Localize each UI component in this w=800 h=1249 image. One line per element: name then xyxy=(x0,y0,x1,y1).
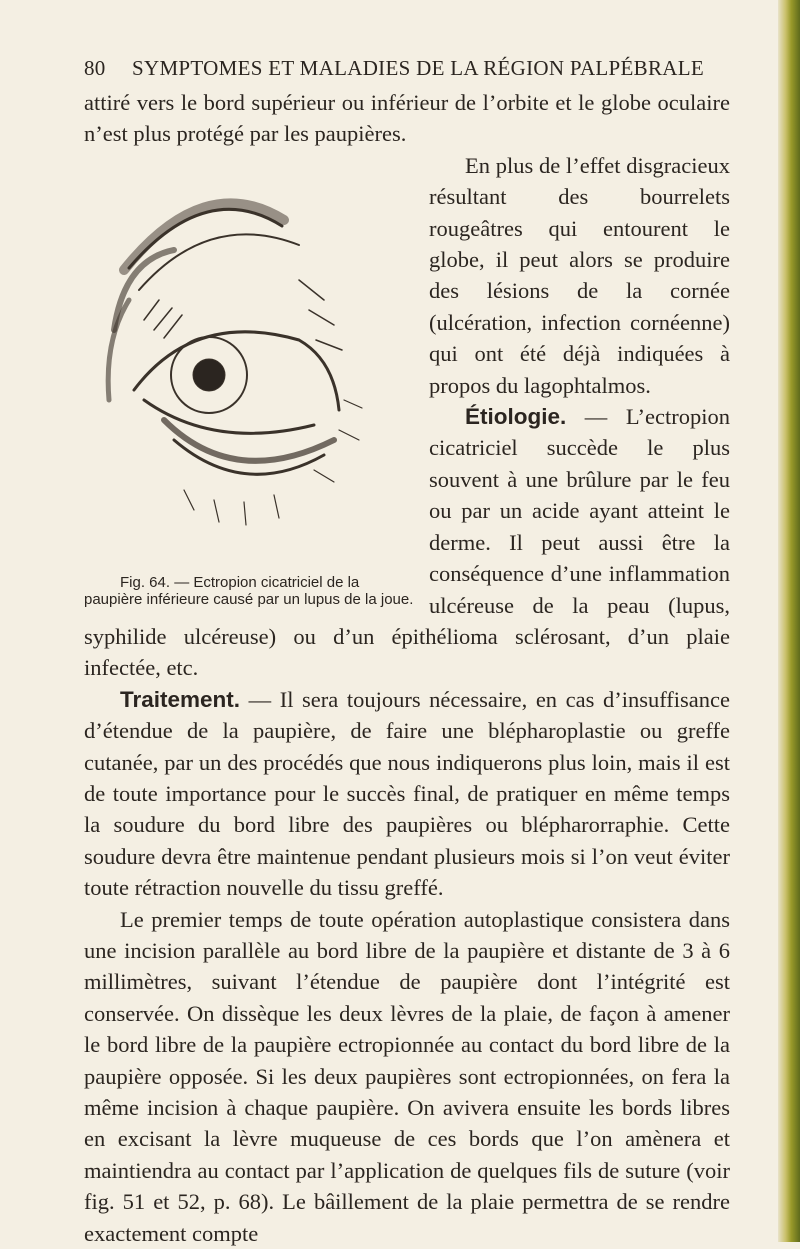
paragraph-2-text: En plus de l’effet disgracieux résultant des bourrelets rougeâtres qui entourent le globe, il peut alors se produire des lésions de la cornée (ulcération, infection cornéenne) qui ont été déjà indiquées à propos du lagophtalmos. xyxy=(429,152,730,398)
figure-caption: Fig. 64. — Ectropion cicatriciel de la paupière inférieure causé par un lupus de la joue. xyxy=(84,573,414,608)
text-block-top xyxy=(84,87,730,1249)
etiologie-heading: Étiologie. xyxy=(465,404,567,430)
figure-64 xyxy=(84,150,419,607)
paragraph-1: attiré vers le bord supérieur ou inférieur de l’orbite et le globe oculaire n’est plus protégé par les paupières. xyxy=(84,90,730,147)
running-title: SYMPTOMES ET MALADIES DE LA RÉGION PALPÉBRALE xyxy=(132,56,704,80)
running-header xyxy=(84,56,724,81)
page-edge-decoration xyxy=(778,0,800,1242)
eye-engraving-icon xyxy=(84,150,419,550)
paragraph-4 xyxy=(84,684,730,904)
paragraph-4-text: — Il sera toujours nécessaire, en cas d’insuffisance d’étendue de la paupière, de faire une blépharoplastie ou greffe cutanée, par un des procédés que nous indiquerons plus loin, mais il est de toute importance pour le succès final, de pratiquer en même temps la soudure du bord libre des paupières ou blépharorraphie. Cette soudure devra être maintenue pendant plusieurs mois si l’on veut éviter toute rétraction nouvelle du tissu greffé. xyxy=(84,686,730,901)
paragraph-5: Le premier temps de toute opération autoplastique consistera dans une incision parallèle au bord libre de la paupière et distante de 3 à 6 millimètres, suivant l’étendue de paupière dont l’intégrité est conservée. On dissèque les deux lèvres de la plaie, de façon à amener le bord libre de la paupière ectropionnée au contact du bord libre de la paupière opposée. Si les deux paupières sont ectropionnées, on fera la même incision à chaque paupière. On avivera ensuite les bords libres en excisant la lèvre muqueuse de ces bords que l’on amènera et maintiendra au contact par l’application de quelques fils de suture (voir fig. 51 et 52, p. 68). Le bâillement de la plaie permettra de se rendre exactement compte xyxy=(84,906,730,1246)
eye-illustration xyxy=(84,150,419,550)
page-number: 80 xyxy=(84,56,106,80)
traitement-heading: Traitement. xyxy=(120,686,241,712)
paragraph-3-text: — L’ectropion cicatriciel succède le plus souvent à une brûlure par le feu ou par un acide ayant atteint le derme. Il peut aussi être la conséquence d’une inflammation ulcéreuse de la peau (lupus, syphilide ulcéreuse) ou d’un épithélioma sclérosant, d’un plaie infectée, etc. xyxy=(84,404,730,681)
